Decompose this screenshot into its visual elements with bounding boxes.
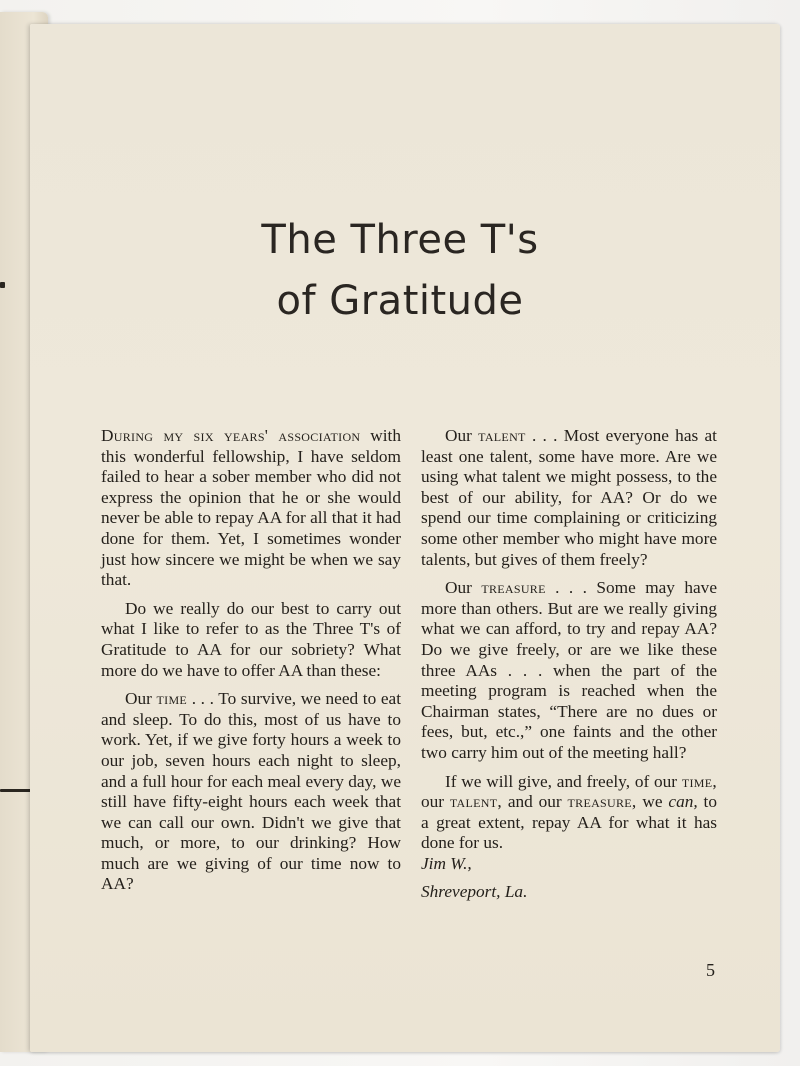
page-number: 5 [706,960,715,980]
paragraph-time [101,689,401,895]
paragraph-text: . . . To survive, we need to eat and sleep. To do this, most of us have to work. Yet, if we give forty hours a week to our job, seven hours each night to sleep, and a full hour for each meal every day, we still have fifty-eight hours each week that we can call our own. Didn't we give that much, or more, to our drinking? How much are we giving of our time now to AA? [101,689,401,894]
signature-name: Jim W., [421,853,472,873]
paragraph-treasure [421,578,717,763]
paragraph-text: our [421,792,445,812]
term-talent: talent [478,426,526,445]
paragraph-three-ts: Do we really do our best to carry out what I like to refer to as the Three T's of Gratitude to AA for our sobriety? What more do we have to offer AA than these: [101,598,401,680]
left-column [101,426,401,903]
paragraph-text: . . . Most everyone has at least one talent, some have more. Are we using what talent we might possess, to the best of our ability, for AA? Or do we spend our time complaining or criticizing some other member who might have more talents, but gives of them freely? [421,426,717,569]
term-talent: talent, [449,792,503,812]
paragraph-conclusion [421,772,717,854]
term-treasure: treasure, [567,792,637,812]
signature-place: Shreveport, La. [421,882,528,902]
paragraph-text: . . . Some may have more than others. But are we really giving what we can afford, to try and repay AA? Do we give freely, or are we like these three AAs . . . when the part of the meeting program is reached when the Chairman states, “There are no dues or fees, but, etc.,” one faints and the other two carry him out of the meeting hall? [421,578,717,762]
paragraph-text: we [642,792,663,812]
paragraph-intro [101,426,401,591]
paragraph-talent [421,426,717,570]
emphasis-can: can, [668,792,698,812]
lead-in: During my six years' association [101,426,361,445]
page-title-line-2: of Gratitude [276,278,524,324]
paragraph-text: Our [445,578,472,598]
paragraph-text: Our [445,426,472,445]
paragraph-text: Our [125,689,152,709]
term-treasure: treasure [481,578,546,598]
term-time: time [156,689,188,709]
paragraph-text: to a great extent, repay AA for what it has done for us. [421,792,717,853]
paragraph-text: and our [507,792,562,812]
term-time: time, [681,771,717,791]
paragraph-text: If we will give, and freely, of our [445,771,678,791]
page-title-line-1: The Three T's [261,217,539,263]
right-column [421,426,717,911]
paragraph-text: with this wonderful fellowship, I have seldom failed to hear a sober member who did not express the opinion that he or she would never be able to repay AA for all that it had done for them. Yet, I sometimes wonder just how sincere we might be when we say that. [101,426,401,590]
